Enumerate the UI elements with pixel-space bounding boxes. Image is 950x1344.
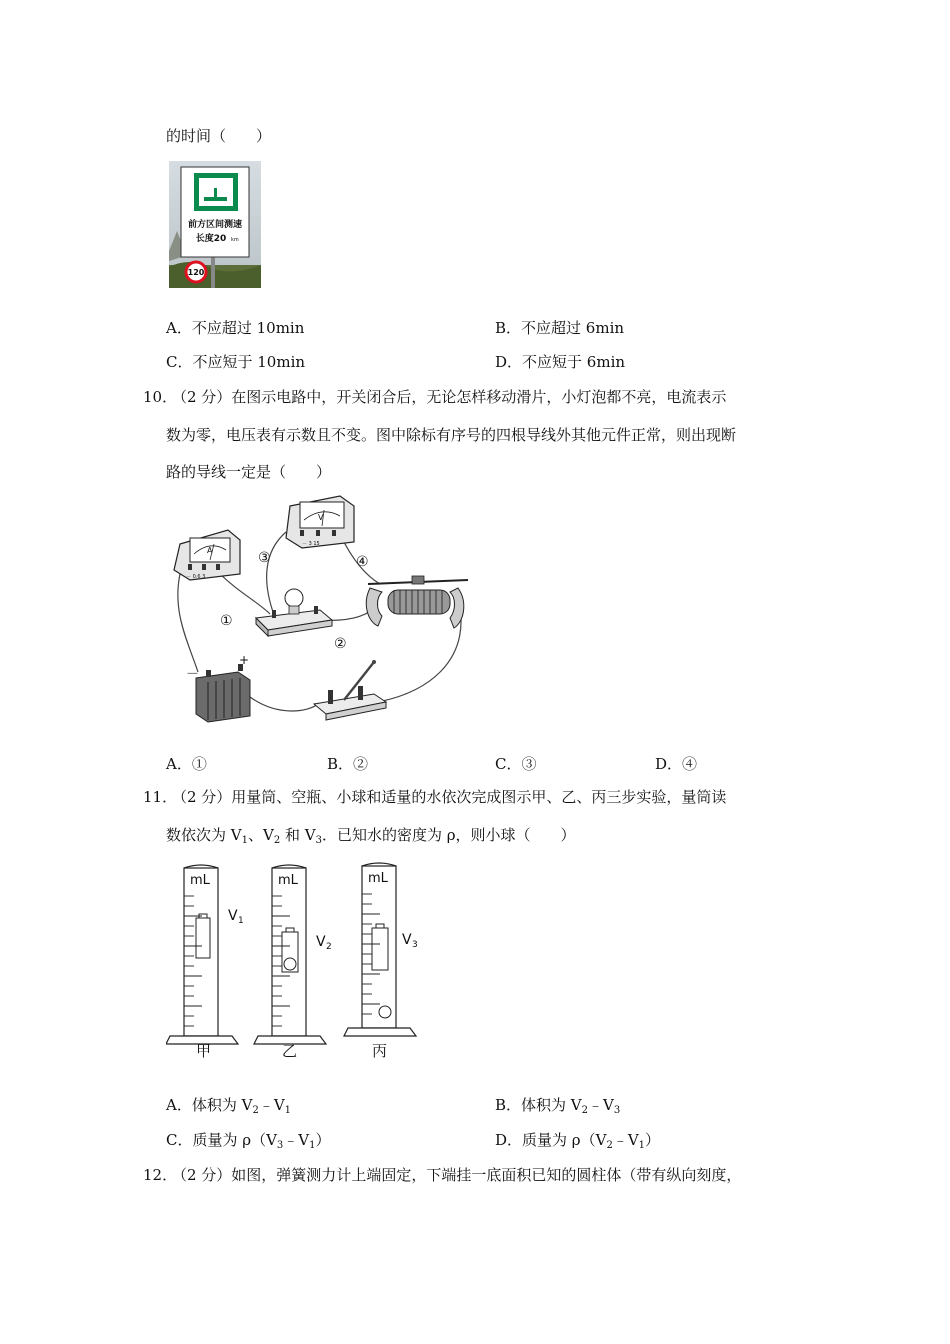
text-run: 、V bbox=[247, 826, 274, 844]
q9-option-a[interactable] bbox=[166, 317, 304, 339]
battery-plus: + bbox=[239, 653, 250, 667]
cylinder-unit: mL bbox=[190, 873, 210, 888]
subscript: 3 bbox=[315, 835, 322, 846]
q10-option-d[interactable] bbox=[655, 753, 697, 775]
cylinder-yi bbox=[254, 865, 332, 1060]
q11-option-b[interactable] bbox=[495, 1094, 620, 1122]
subscript: 2 bbox=[606, 1140, 613, 1151]
sign-line1: 前方区间测速 bbox=[187, 220, 243, 230]
option-label: C． bbox=[166, 353, 193, 371]
sign-unit: km bbox=[231, 237, 239, 243]
option-label: D． bbox=[495, 1131, 523, 1149]
rheostat bbox=[366, 576, 468, 628]
cylinder-reading: V bbox=[316, 934, 326, 950]
ammeter bbox=[174, 530, 240, 580]
q11-option-c[interactable] bbox=[166, 1129, 331, 1157]
cylinder-name: 丙 bbox=[372, 1042, 388, 1060]
q9-option-b[interactable] bbox=[495, 317, 624, 339]
lamp-board bbox=[256, 589, 332, 636]
q12-stem-line1: （2 分）如图，弹簧测力计上端固定，下端挂一底面积已知的圆柱体（带有纵向刻度， bbox=[172, 1166, 742, 1184]
text-run: 和 V bbox=[280, 826, 316, 844]
subscript: 1 bbox=[284, 1105, 292, 1116]
q9-speed-sign-figure bbox=[169, 161, 261, 288]
sign-line2: 长度20 bbox=[195, 234, 227, 244]
subscript: 2 bbox=[581, 1105, 589, 1116]
option-text: ② bbox=[353, 755, 369, 773]
q10-circuit-figure bbox=[168, 492, 480, 724]
q9-stem-tail: 的时间（ ） bbox=[166, 127, 272, 145]
option-label: A． bbox=[166, 1096, 192, 1114]
voltmeter-terminals: － 3 15 bbox=[302, 541, 320, 547]
text-run: 数依次为 V bbox=[166, 826, 242, 844]
option-text: 体积为 V bbox=[521, 1096, 582, 1114]
option-text: ④ bbox=[682, 755, 698, 773]
q11-option-d[interactable] bbox=[495, 1129, 660, 1157]
q11-option-a[interactable] bbox=[166, 1094, 291, 1122]
option-text: 质量为 ρ（V bbox=[522, 1131, 607, 1149]
subscript: 2 bbox=[273, 835, 281, 846]
subscript: 3 bbox=[613, 1105, 621, 1116]
q10-option-b[interactable] bbox=[327, 753, 368, 775]
subscript: 3 bbox=[276, 1140, 284, 1151]
option-text: 不应超过 10min bbox=[191, 319, 305, 337]
option-text: 体积为 V bbox=[191, 1096, 253, 1114]
option-text: ﹣V bbox=[283, 1131, 310, 1149]
option-label: C． bbox=[166, 1131, 193, 1149]
subscript: 1 bbox=[241, 835, 248, 846]
q10-option-a[interactable] bbox=[166, 753, 207, 775]
option-label: D． bbox=[655, 755, 683, 773]
wire-label-3: ③ bbox=[258, 550, 271, 566]
option-label: A． bbox=[166, 319, 192, 337]
option-text: 不应超过 6min bbox=[521, 319, 625, 337]
subscript: 1 bbox=[638, 1140, 646, 1151]
option-text: ③ bbox=[521, 755, 537, 773]
option-text: ﹣V bbox=[612, 1131, 639, 1149]
wire-label-1: ① bbox=[220, 613, 233, 629]
option-text: 不应短于 6min bbox=[522, 353, 626, 371]
option-text: 质量为 ρ（V bbox=[192, 1131, 277, 1149]
q9-option-c[interactable] bbox=[166, 351, 305, 373]
sign-limit: 120 bbox=[187, 268, 205, 277]
subscript: 2 bbox=[252, 1105, 259, 1116]
cylinder-reading: V bbox=[228, 908, 238, 924]
q11-cylinder-figure bbox=[166, 860, 426, 1066]
q10-number: 10． bbox=[143, 388, 178, 406]
q12-number: 12． bbox=[143, 1166, 178, 1184]
option-label: B． bbox=[495, 1096, 522, 1114]
q11-stem-line2 bbox=[166, 824, 576, 852]
cylinder-unit: mL bbox=[368, 871, 388, 886]
option-label: C． bbox=[495, 755, 522, 773]
battery-minus: － bbox=[186, 667, 200, 682]
option-label: A． bbox=[166, 755, 192, 773]
cylinder-name: 乙 bbox=[282, 1042, 298, 1060]
cylinder-bing bbox=[344, 863, 418, 1060]
option-text: ） bbox=[645, 1131, 661, 1149]
option-text: ﹣V bbox=[258, 1096, 285, 1114]
text-run: ．已知水的密度为 ρ，则小球（ ） bbox=[321, 826, 576, 844]
q10-stem-line2: 数为零，电压表有示数且不变。图中除标有序号的四根导线外其他元件正常，则出现断 bbox=[166, 426, 737, 444]
cylinder-reading: V bbox=[402, 932, 412, 948]
q10-stem-line3: 路的导线一定是（ ） bbox=[166, 463, 332, 481]
option-text: ﹣V bbox=[588, 1096, 614, 1114]
option-text: ） bbox=[315, 1131, 331, 1149]
voltmeter bbox=[286, 496, 354, 548]
switch bbox=[314, 660, 386, 720]
voltmeter-label: V bbox=[318, 513, 324, 522]
cylinder-jia bbox=[166, 865, 244, 1060]
ammeter-label: A bbox=[207, 546, 213, 555]
option-label: D． bbox=[495, 353, 523, 371]
ammeter-terminals: － 0.6 3 bbox=[186, 574, 206, 580]
cylinder-reading-sub: 3 bbox=[412, 940, 418, 950]
q10-option-c[interactable] bbox=[495, 753, 537, 775]
q11-stem-line1: （2 分）用量筒、空瓶、小球和适量的水依次完成图示甲、乙、丙三步实验，量筒读 bbox=[172, 788, 727, 806]
q10-stem-line1: （2 分）在图示电路中，开关闭合后，无论怎样移动滑片，小灯泡都不亮，电流表示 bbox=[172, 388, 727, 406]
option-text: 不应短于 10min bbox=[192, 353, 306, 371]
wire-label-4: ④ bbox=[356, 554, 369, 570]
subscript: 1 bbox=[309, 1140, 316, 1151]
option-label: B． bbox=[327, 755, 354, 773]
cylinder-unit: mL bbox=[278, 873, 298, 888]
wire-label-2: ② bbox=[334, 636, 347, 652]
cylinder-name: 甲 bbox=[196, 1042, 212, 1060]
option-label: B． bbox=[495, 319, 522, 337]
option-text: ① bbox=[191, 755, 207, 773]
cylinder-reading-sub: 1 bbox=[238, 916, 244, 926]
q11-number: 11． bbox=[143, 788, 178, 806]
q9-option-d[interactable] bbox=[495, 351, 625, 373]
cylinder-reading-sub: 2 bbox=[326, 942, 332, 952]
